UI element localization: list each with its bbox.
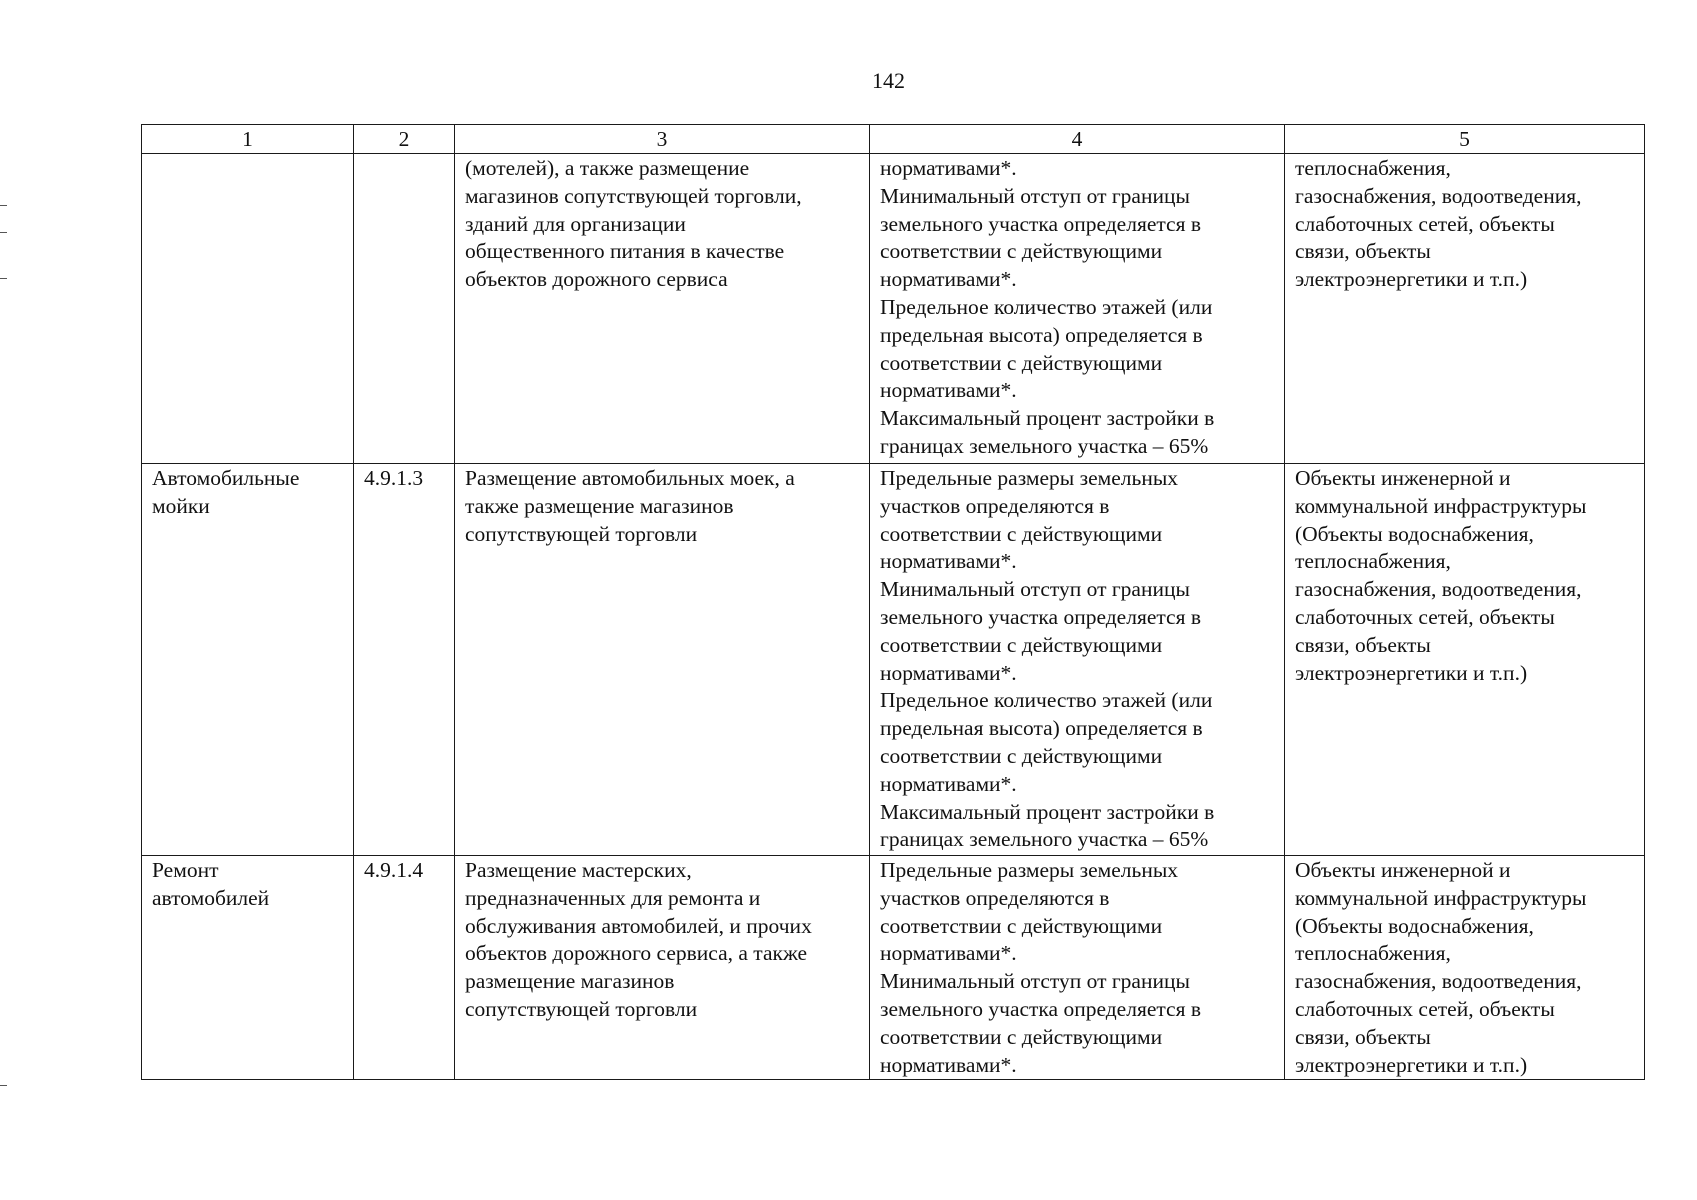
use-name: Автомобильные мойки — [152, 466, 300, 518]
header-cell-5: 5 — [1285, 125, 1645, 154]
parameters-text: Предельные размеры земельных участков определяются в соответствии с действующими нормативами*. Минимальный отступ от границы земельного участка определяется в соответствии с действующими нормативами*. — [880, 858, 1201, 1077]
use-description-cell — [455, 856, 870, 1080]
margin-mark — [0, 232, 7, 233]
infrastructure-text: Объекты инженерной и коммунальной инфраструктуры (Объекты водоснабжения, теплоснабжения, газоснабжения, водоотведения, слаботочных сетей, объекты связи, объекты электроэнергетики и т.п.) — [1295, 858, 1587, 1077]
parameters-cell — [870, 856, 1285, 1080]
infrastructure-text: теплоснабжения, газоснабжения, водоотведения, слаботочных сетей, объекты связи, объекты электроэнергетики и т.п.) — [1295, 156, 1582, 292]
regulations-table — [141, 124, 1645, 1080]
use-code-cell — [354, 856, 455, 1080]
use-description-cell — [455, 464, 870, 856]
use-name: Ремонт автомобилей — [152, 858, 270, 910]
parameters-text: Предельные размеры земельных участков определяются в соответствии с действующими нормативами*. Минимальный отступ от границы земельного участка определяется в соответствии с действующими нормативами*. Предельное количество этажей (или предельная высота) определяется в соответствии с действующими нормативами*. Максимальный процент застройки в границах земельного участка – 65% — [880, 466, 1215, 852]
table-row — [142, 856, 1645, 1080]
use-name-cell — [142, 154, 354, 464]
margin-mark — [0, 1085, 7, 1086]
margin-mark — [0, 278, 7, 279]
use-code: 4.9.1.3 — [364, 466, 424, 490]
parameters-cell — [870, 154, 1285, 464]
use-description: Размещение автомобильных моек, а также размещение магазинов сопутствующей торговли — [465, 466, 795, 546]
table-row — [142, 464, 1645, 856]
header-cell-1: 1 — [142, 125, 354, 154]
header-row — [142, 125, 1645, 154]
infrastructure-cell — [1285, 464, 1645, 856]
use-code-cell — [354, 464, 455, 856]
use-description: Размещение мастерских, предназначенных для ремонта и обслуживания автомобилей, и прочих объектов дорожного сервиса, а также размещение магазинов сопутствующей торговли — [465, 858, 812, 1021]
page-number: 142 — [872, 68, 905, 93]
header-cell-3: 3 — [455, 125, 870, 154]
use-name-cell — [142, 856, 354, 1080]
infrastructure-cell — [1285, 154, 1645, 464]
use-code-cell — [354, 154, 455, 464]
infrastructure-cell — [1285, 856, 1645, 1080]
use-description: (мотелей), а также размещение магазинов сопутствующей торговли, зданий для организации общественного питания в качестве объектов дорожного сервиса — [465, 156, 802, 292]
header-cell-2: 2 — [354, 125, 455, 154]
margin-mark — [0, 205, 7, 206]
use-code: 4.9.1.4 — [364, 858, 424, 882]
use-name-cell — [142, 464, 354, 856]
parameters-text: нормативами*. Минимальный отступ от границы земельного участка определяется в соответствии с действующими нормативами*. Предельное количество этажей (или предельная высота) определяется в соответствии с действующими нормативами*. Максимальный процент застройки в границах земельного участка – 65% — [880, 156, 1215, 458]
parameters-cell — [870, 464, 1285, 856]
header-cell-4: 4 — [870, 125, 1285, 154]
use-description-cell — [455, 154, 870, 464]
table-row — [142, 154, 1645, 464]
infrastructure-text: Объекты инженерной и коммунальной инфраструктуры (Объекты водоснабжения, теплоснабжения, газоснабжения, водоотведения, слаботочных сетей, объекты связи, объекты электроэнергетики и т.п.) — [1295, 466, 1587, 685]
